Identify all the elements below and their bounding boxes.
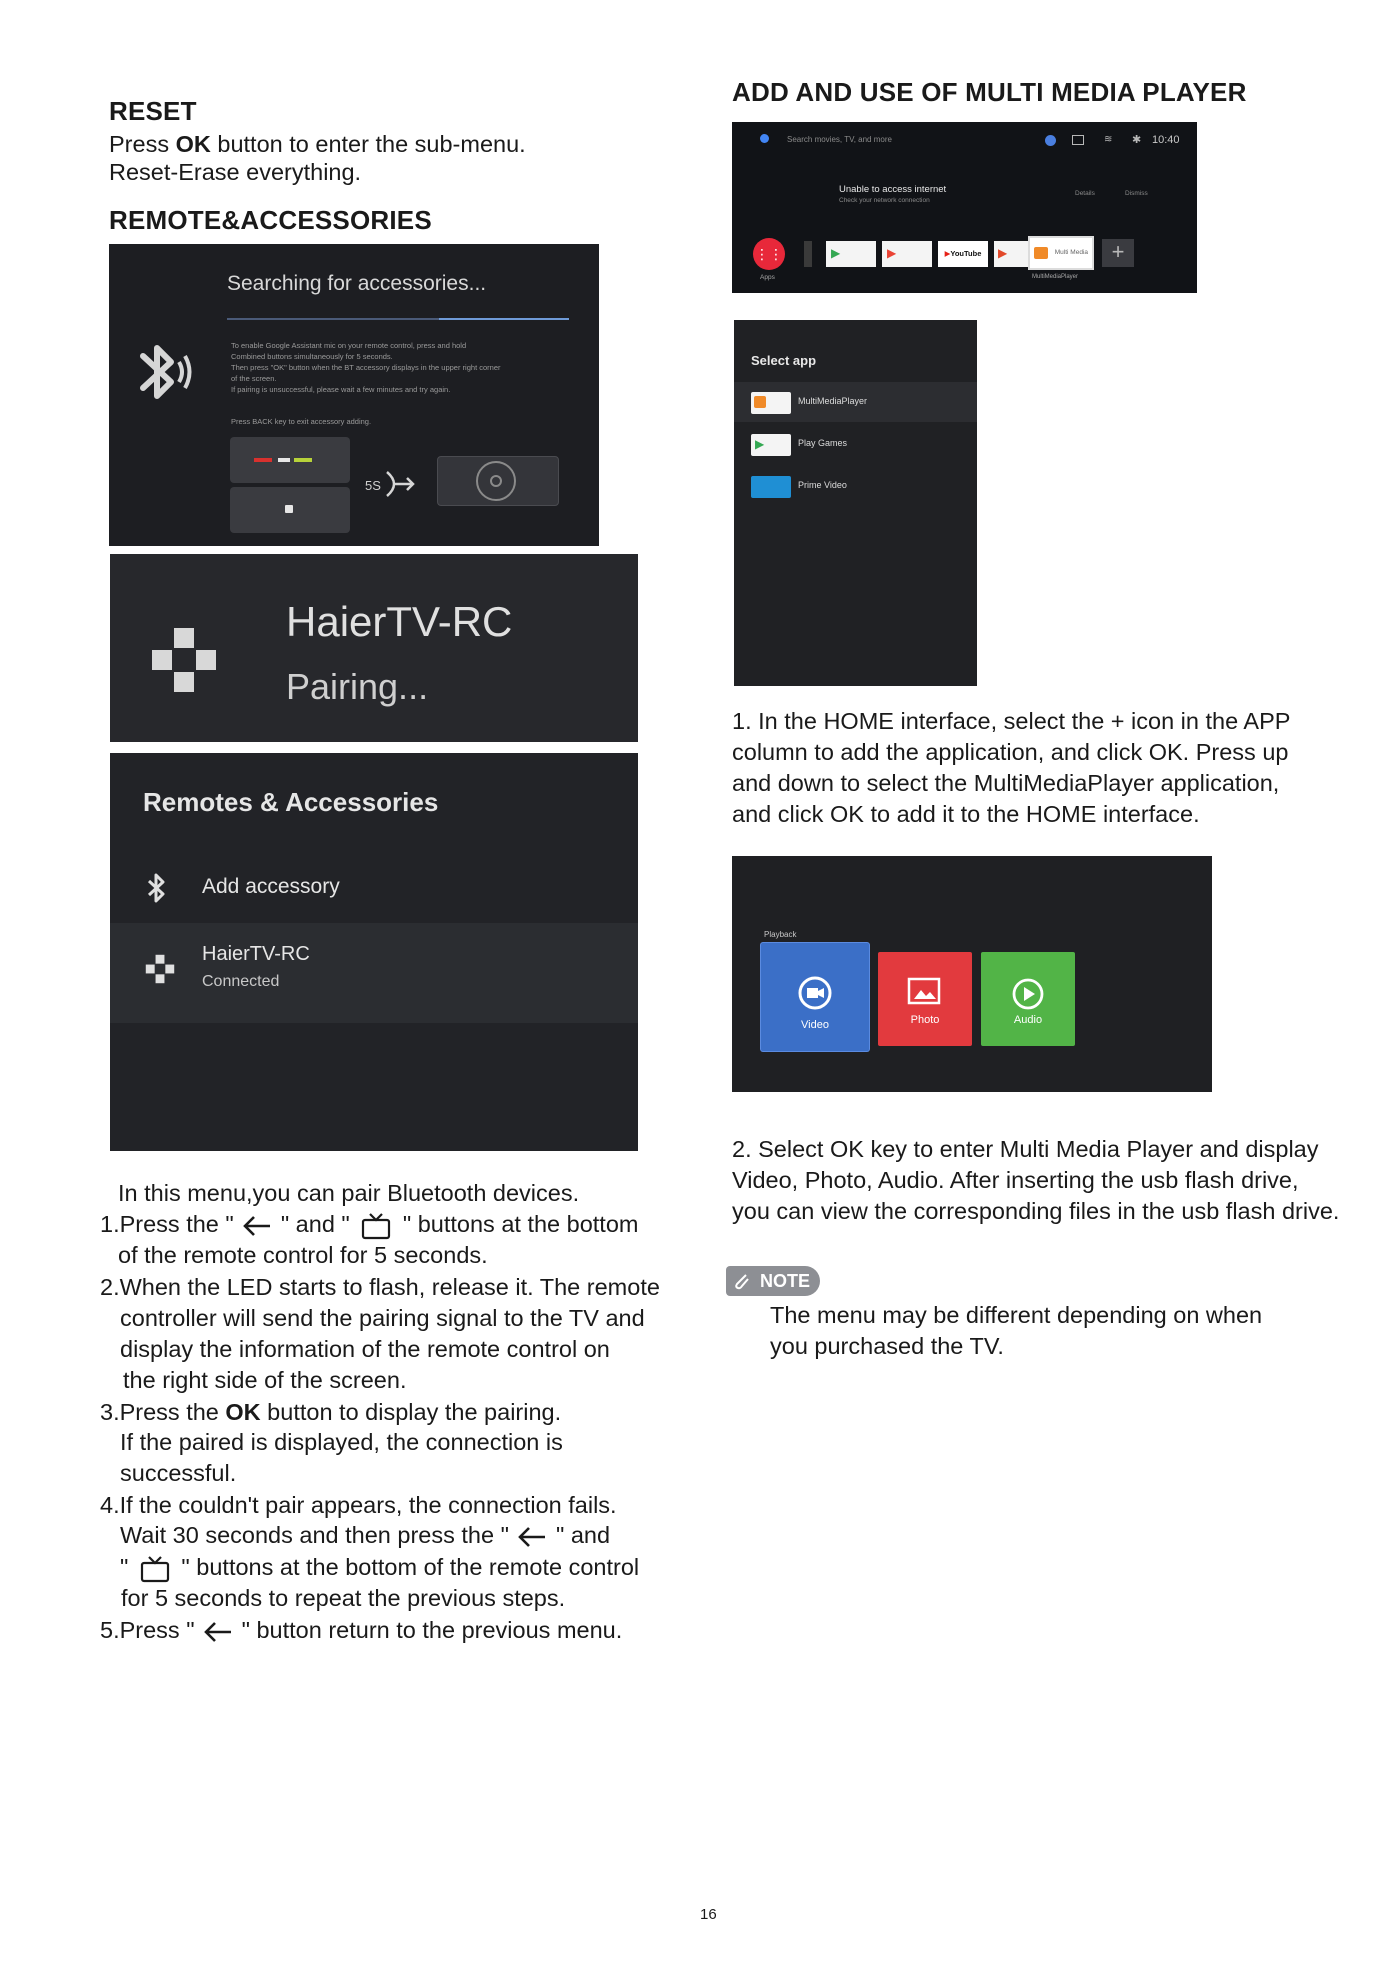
home-screen-screenshot bbox=[732, 122, 1197, 293]
clock: 10:40 bbox=[1152, 134, 1180, 146]
instr-line: of the screen. bbox=[231, 374, 277, 383]
remote-illustration-top bbox=[230, 437, 350, 483]
playback-label: Playback bbox=[764, 930, 797, 939]
select-app-item-label: Play Games bbox=[798, 438, 848, 448]
multimedia-heading: ADD AND USE OF MULTI MEDIA PLAYER bbox=[732, 77, 1247, 107]
step-1-para-line-4: and click OK to add it to the HOME interface. bbox=[732, 801, 1200, 827]
gamepad-icon bbox=[144, 953, 176, 985]
audio-play-icon bbox=[1010, 976, 1046, 1012]
home-icon bbox=[285, 505, 293, 513]
remotes-title: Remotes & Accessories bbox=[143, 787, 439, 817]
app-tile-partial[interactable] bbox=[804, 241, 812, 267]
step-3-line-2: If the paired is displayed, the connection is bbox=[120, 1429, 563, 1455]
paired-device-status: Connected bbox=[202, 973, 280, 990]
select-app-item[interactable] bbox=[734, 424, 977, 464]
tv-icon bbox=[135, 1555, 175, 1583]
prime-video-icon bbox=[751, 476, 791, 498]
note-label: NOTE bbox=[760, 1271, 811, 1291]
video-icon bbox=[795, 973, 835, 1013]
gamepad-icon bbox=[148, 624, 220, 696]
reset-line-1: Press OK button to enter the sub-menu. bbox=[109, 131, 526, 157]
searching-accessories-screenshot bbox=[109, 244, 599, 546]
step-4-line-4: for 5 seconds to repeat the previous steps. bbox=[121, 1585, 566, 1611]
instr-line: Then press "OK" button when the BT accessory displays in the upper right corner bbox=[231, 363, 501, 372]
alert-title: Unable to access internet bbox=[839, 184, 947, 195]
apps-label: Apps bbox=[760, 274, 775, 281]
step-1-para-line-3: and down to select the MultiMediaPlayer application, bbox=[732, 770, 1280, 796]
select-app-screenshot bbox=[734, 320, 977, 686]
app-tile-google-play-music[interactable]: ▶ bbox=[994, 241, 1036, 267]
instr-line: If pairing is unsuccessful, please wait a few minutes and try again. bbox=[231, 385, 451, 394]
step-2-line-3: display the information of the remote control on bbox=[120, 1336, 610, 1362]
step-2-para-line-2: Video, Photo, Audio. After inserting the usb flash drive, bbox=[732, 1167, 1299, 1193]
play-games-icon: ▶ bbox=[751, 434, 791, 456]
alert-subtitle: Check your network connection bbox=[839, 197, 930, 204]
step-1-line-1: 1.Press the " " and " " buttons at the bottom bbox=[100, 1209, 638, 1240]
step-4-line-1: 4.If the couldn't pair appears, the connection fails. bbox=[100, 1492, 617, 1518]
step-1-para-line-1: 1. In the HOME interface, select the + icon in the APP bbox=[732, 708, 1291, 734]
add-app-plus-icon[interactable]: + bbox=[1102, 239, 1134, 267]
device-name: HaierTV-RC bbox=[286, 598, 513, 645]
video-label: Video bbox=[801, 1019, 829, 1031]
searching-title: Searching for accessories... bbox=[227, 272, 487, 295]
app-tile-multimedia[interactable]: Multi Media bbox=[1028, 236, 1094, 270]
back-arrow-icon bbox=[240, 1214, 274, 1238]
settings-gear-icon[interactable]: ✱ bbox=[1132, 134, 1142, 146]
assistant-icon bbox=[760, 134, 769, 143]
step-1-line-2: of the remote control for 5 seconds. bbox=[118, 1242, 488, 1268]
instr-line: To enable Google Assistant mic on your remote control, press and hold bbox=[231, 341, 467, 350]
wifi-icon: ≋ bbox=[1104, 134, 1113, 145]
app-tile-play-store[interactable]: ▶ bbox=[826, 241, 876, 267]
audio-tile[interactable] bbox=[981, 952, 1075, 1046]
search-hint[interactable]: Search movies, TV, and more bbox=[787, 135, 892, 144]
reset-line-2: Reset-Erase everything. bbox=[109, 159, 362, 185]
pairing-screenshot bbox=[110, 554, 638, 742]
paired-device-item[interactable] bbox=[110, 923, 638, 1023]
step-2-line-2: controller will send the pairing signal to the TV and bbox=[120, 1305, 645, 1331]
note-line-1: The menu may be different depending on when bbox=[770, 1302, 1263, 1328]
note-line-2: you purchased the TV. bbox=[770, 1333, 1004, 1359]
photo-icon bbox=[906, 976, 944, 1008]
back-arrow-icon bbox=[515, 1525, 549, 1549]
profile-icon[interactable] bbox=[1045, 135, 1056, 146]
pairing-status: Pairing... bbox=[286, 666, 429, 707]
instr-line: Combined buttons simultaneously for 5 seconds. bbox=[231, 352, 393, 361]
paperclip-icon bbox=[732, 1271, 752, 1291]
step-2-line-1: 2.When the LED starts to flash, release it. The remote bbox=[100, 1274, 660, 1300]
add-accessory-item[interactable] bbox=[110, 853, 638, 923]
select-app-item-label: Prime Video bbox=[798, 480, 847, 490]
details-button[interactable]: Details bbox=[1075, 190, 1095, 197]
app-tile-youtube[interactable]: ▶YouTube bbox=[938, 241, 988, 267]
step-2-para-line-3: you can view the corresponding files in the usb flash drive. bbox=[732, 1198, 1340, 1224]
seconds-label: 5S bbox=[365, 478, 381, 493]
bluetooth-icon bbox=[146, 873, 168, 903]
photo-label: Photo bbox=[910, 1014, 940, 1026]
add-accessory-label: Add accessory bbox=[202, 875, 340, 898]
tv-icon bbox=[356, 1212, 396, 1240]
select-app-item-label: MultiMediaPlayer bbox=[798, 396, 868, 406]
paired-device-name: HaierTV-RC bbox=[202, 943, 310, 965]
photo-tile[interactable] bbox=[878, 952, 972, 1046]
remotes-accessories-screenshot bbox=[110, 753, 638, 1151]
app-tile-play-movies[interactable]: ▶ bbox=[882, 241, 932, 267]
step-1-para-line-2: column to add the application, and click OK. Press up bbox=[732, 739, 1289, 765]
back-arrow-icon bbox=[201, 1620, 235, 1644]
step-3-line-3: successful. bbox=[120, 1460, 237, 1486]
step-4-line-2: Wait 30 seconds and then press the " " and bbox=[120, 1522, 611, 1548]
remote-illustration-bottom bbox=[230, 487, 350, 533]
step-2-line-4: the right side of the screen. bbox=[123, 1367, 407, 1393]
remote-dpad-illustration bbox=[437, 456, 559, 506]
step-4-line-3: " " buttons at the bottom of the remote control bbox=[120, 1552, 639, 1583]
select-app-item[interactable] bbox=[734, 466, 977, 506]
intro-text: In this menu,you can pair Bluetooth devices. bbox=[118, 1180, 580, 1206]
bluetooth-icon bbox=[135, 336, 195, 408]
dismiss-button[interactable]: Dismiss bbox=[1125, 190, 1148, 197]
multimedia-app-icon bbox=[751, 392, 791, 414]
remote-heading: REMOTE&ACCESSORIES bbox=[109, 205, 432, 235]
note-badge bbox=[726, 1266, 820, 1296]
apps-grid-icon[interactable]: ⋮⋮ bbox=[753, 238, 785, 270]
multimedia-caption: MultiMediaPlayer bbox=[1032, 274, 1079, 280]
select-app-title: Select app bbox=[751, 353, 817, 368]
step-5-line: 5.Press " " button return to the previous menu. bbox=[100, 1617, 623, 1643]
page-number: 16 bbox=[700, 1906, 717, 1923]
step-2-para-line-1: 2. Select OK key to enter Multi Media Player and display bbox=[732, 1136, 1319, 1162]
back-instruction: Press BACK key to exit accessory adding. bbox=[231, 417, 372, 426]
arrow-right-icon bbox=[381, 466, 417, 502]
search-progress-bar bbox=[227, 318, 569, 320]
multimedia-player-screenshot bbox=[732, 856, 1212, 1092]
select-app-item[interactable] bbox=[734, 382, 977, 422]
reset-heading: RESET bbox=[109, 96, 197, 126]
video-tile[interactable] bbox=[761, 943, 869, 1051]
step-3-line-1: 3.Press the OK button to display the pairing. bbox=[100, 1399, 562, 1425]
audio-label: Audio bbox=[1013, 1014, 1043, 1026]
input-icon[interactable] bbox=[1072, 135, 1084, 145]
